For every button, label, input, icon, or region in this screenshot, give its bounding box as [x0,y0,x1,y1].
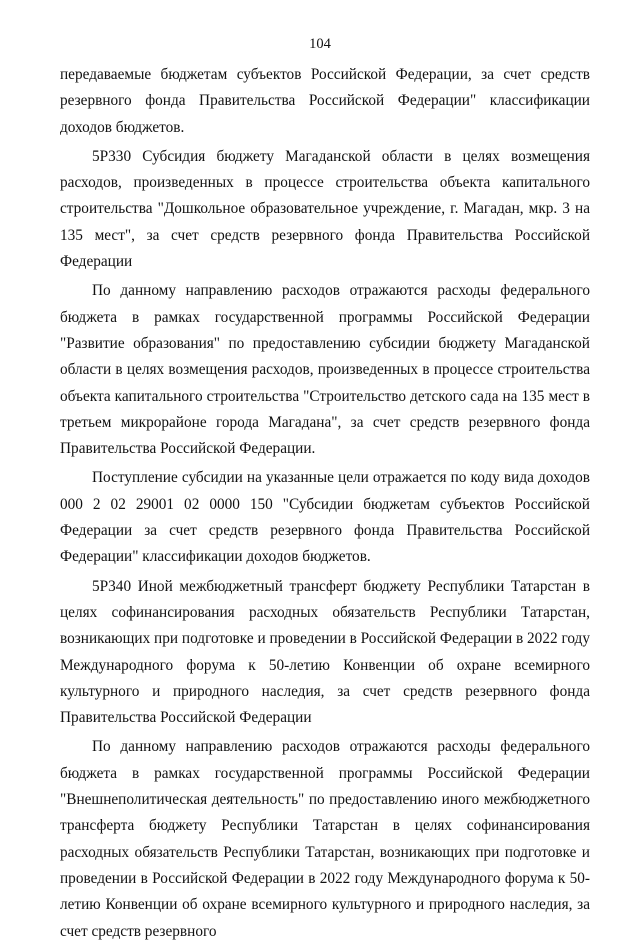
paragraph-5p340-description: По данному направлению расходов отражаются расходы федерального бюджета в рамках государственной программы Российской Федерации "Внешнеполитическая деятельность" по предоставлению иного межбюджетного трансферта бюджету Республики Татарстан в целях софинансирования расходных обязательств Республики Татарстан, возникающих при подготовке и проведении в Российской Федерации в 2022 году Международного форума к 50-летию Конвенции об охране всемирного культурного и природного наследия, за счет средств резервного [60,738,590,940]
paragraph-continuation: передаваемые бюджетам субъектов Российской Федерации, за счет средств резервного фонда Правительства Российской Федерации" классификации доходов бюджетов. [60,66,590,136]
paragraph-5p330-description: По данному направлению расходов отражаются расходы федерального бюджета в рамках государственной программы Российской Федерации "Развитие образования" по предоставлению субсидии бюджету Магаданской области в целях возмещения расходов, произведенных в процессе строительства объекта капитального строительства "Строительство детского сада на 135 мест в третьем микрорайоне города Магадана", за счет средств резервного фонда Правительства Российской Федерации. [60,282,590,458]
paragraph-5p330-heading: 5Р330 Субсидия бюджету Магаданской области в целях возмещения расходов, произведенных в процессе строительства объекта капитального строительства "Дошкольное образовательное учреждение, г. Магадан, мкр. 3 на 135 мест", за счет средств резервного фонда Правительства Российской Федерации [60,147,590,271]
page-number: 104 [309,36,331,52]
paragraph-5p340-heading: 5Р340 Иной межбюджетный трансферт бюджету Республики Татарстан в целях софинансирования расходных обязательств Республики Татарстан, возникающих при подготовке и проведении в Российской Федерации в 2022 году Международного форума к 50-летию Конвенции об охране всемирного культурного и природного наследия, за счет средств резервного фонда Правительства Российской Федерации [60,577,590,727]
paragraph-5p330-income-code: Поступление субсидии на указанные цели отражается по коду вида доходов 000 2 02 29001 02 0000 150 "Субсидии бюджетам субъектов Российской Федерации за счет средств резервного фонда Правительства Российской Федерации" классификации доходов бюджетов. [60,469,590,566]
document-body [60,62,590,945]
